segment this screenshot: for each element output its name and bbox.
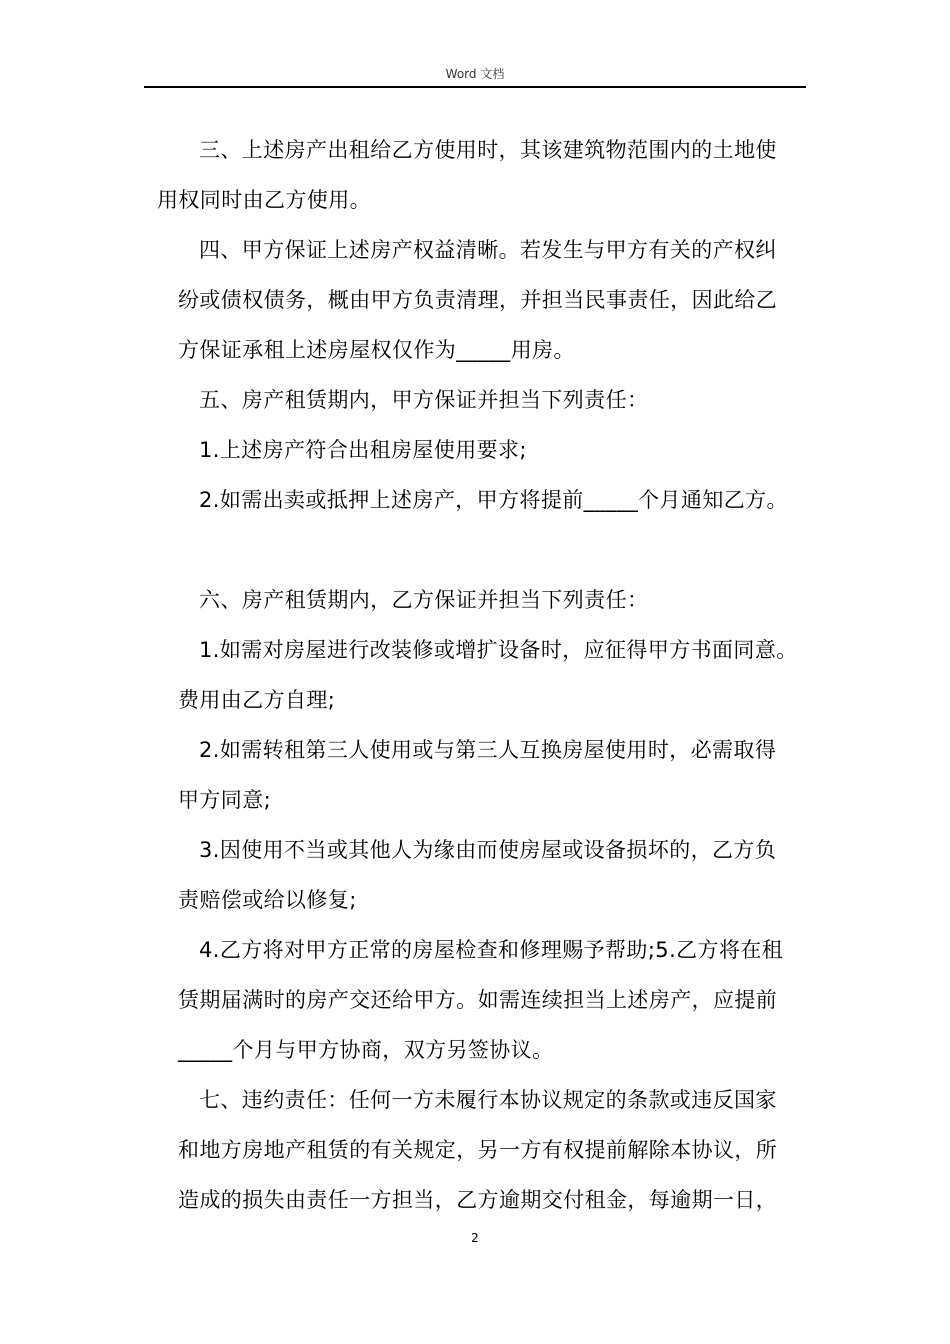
text-line: 1.如需对房屋进行改装修或增扩设备时，应征得甲方书面同意。 — [199, 638, 798, 662]
text-line: 五、房产租赁期内，甲方保证并担当下列责任： — [199, 388, 649, 412]
paragraph-clause-4 — [178, 225, 808, 375]
text-line: 方保证承租上述房屋权仅作为_____用房。 — [178, 338, 575, 362]
text-line: 六、房产租赁期内，乙方保证并担当下列责任： — [199, 588, 649, 612]
paragraph-item-5-2 — [178, 475, 808, 525]
text-line: 四、甲方保证上述房产权益清晰。若发生与甲方有关的产权纠 — [199, 238, 777, 262]
text-line: 七、违约责任：任何一方未履行本协议规定的条款或违反国家 — [199, 1088, 777, 1112]
text-line: 责赔偿或给以修复; — [178, 888, 357, 912]
text-line: 造成的损失由责任一方担当，乙方逾期交付租金，每逾期一日， — [178, 1188, 778, 1212]
text-line: 和地方房地产租赁的有关规定，另一方有权提前解除本协议，所 — [178, 1138, 778, 1162]
text-line: 3.因使用不当或其他人为缘由而使房屋或设备损坏的，乙方负 — [199, 838, 777, 862]
text-line: _____个月与甲方协商，双方另签协议。 — [178, 1038, 554, 1062]
paragraph-item-6-3 — [178, 825, 808, 925]
paragraph-item-6-4 — [178, 925, 808, 1075]
page-header: Word 文档 — [445, 67, 505, 81]
document-body — [157, 125, 808, 1225]
paragraph-clause-5 — [178, 375, 808, 425]
text-line: 纷或债权债务，概由甲方负责清理，并担当民事责任，因此给乙 — [178, 288, 778, 312]
text-line: 2.如需转租第三人使用或与第三人互换房屋使用时，必需取得 — [199, 738, 777, 762]
paragraph-clause-3 — [157, 125, 808, 225]
header-divider — [144, 86, 806, 88]
paragraph-clause-6 — [178, 575, 808, 625]
text-line: 1.上述房产符合出租房屋使用要求; — [199, 438, 527, 462]
blank-line — [178, 525, 808, 575]
paragraph-clause-7 — [178, 1075, 808, 1225]
paragraph-item-6-1 — [178, 625, 808, 725]
text-line: 2.如需出卖或抵押上述房产，甲方将提前_____个月通知乙方。 — [199, 488, 788, 512]
text-line: 4.乙方将对甲方正常的房屋检查和修理赐予帮助;5.乙方将在租 — [199, 938, 784, 962]
page-number: 2 — [471, 1231, 479, 1245]
paragraph-item-6-2 — [178, 725, 808, 825]
text-line: 用权同时由乙方使用。 — [157, 188, 371, 212]
text-line: 甲方同意; — [178, 788, 272, 812]
text-line: 赁期届满时的房产交还给甲方。如需连续担当上述房产，应提前 — [178, 988, 778, 1012]
text-line: 费用由乙方自理; — [178, 688, 336, 712]
text-line: 三、上述房产出租给乙方使用时，其该建筑物范围内的土地使 — [199, 138, 777, 162]
paragraph-item-5-1 — [178, 425, 808, 475]
